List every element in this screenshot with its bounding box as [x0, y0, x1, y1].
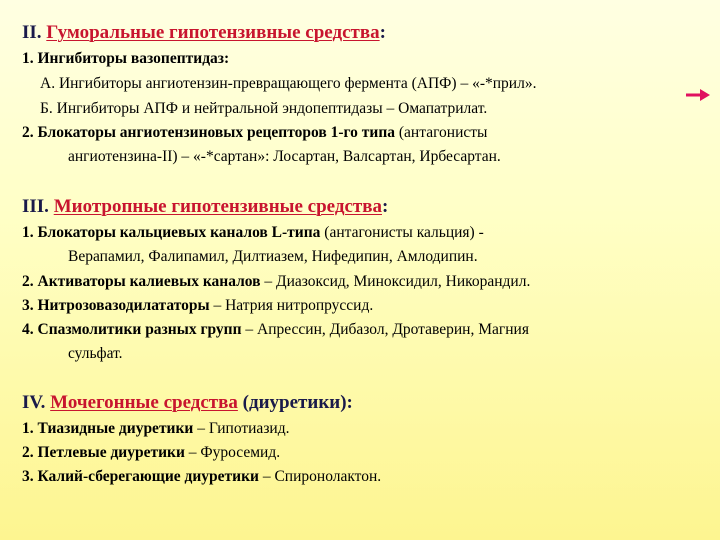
list-item: 3. Нитрозовазодилататоры – Натрия нитропруссид.	[22, 297, 374, 314]
list-item: 1. Блокаторы кальциевых каналов L-типа (антагонисты кальция) -	[22, 224, 484, 241]
list-item: 1. Ингибиторы вазопептидаз:	[22, 50, 230, 67]
list-item: Верапамил, Фалипамил, Дилтиазем, Нифедипин, Амлодипин.	[68, 248, 478, 265]
section-title-humoral	[22, 22, 386, 44]
section-number: IV.	[22, 392, 46, 413]
list-item: 2. Активаторы калиевых каналов – Диазоксид, Миноксидил, Никорандил.	[22, 273, 531, 290]
list-item: 1. Тиазидные диуретики – Гипотиазид.	[22, 420, 290, 437]
list-item: 3. Калий-сберегающие диуретики – Спиронолактон.	[22, 468, 382, 485]
arrow-right-icon	[686, 88, 710, 102]
section-title-suffix: :	[381, 196, 389, 217]
list-item: 2. Блокаторы ангиотензиновых рецепторов 1-го типа (антагонисты	[22, 124, 488, 141]
section-title-suffix: :	[379, 22, 386, 43]
section-title-diuretics	[22, 392, 353, 414]
list-item: А. Ингибиторы ангиотензин-превращающего фермента (АПФ) – «-*прил».	[40, 75, 537, 92]
section-title-myotropic	[22, 196, 388, 218]
section-number: II.	[22, 22, 42, 43]
section-title-text: Гуморальные гипотензивные средства	[46, 22, 380, 43]
list-item: Б. Ингибиторы АПФ и нейтральной эндопептидазы – Омапатрилат.	[40, 100, 488, 117]
section-title-text: Мочегонные средства	[50, 392, 238, 413]
section-title-text: Миотропные гипотензивные средства	[53, 196, 382, 217]
list-item: 4. Спазмолитики разных групп – Апрессин, Дибазол, Дротаверин, Магния	[22, 321, 529, 338]
list-item: ангиотензина-II) – «-*сартан»: Лосартан, Валсартан, Ирбесартан.	[68, 148, 501, 165]
list-item: сульфат.	[68, 345, 123, 362]
list-item: 2. Петлевые диуретики – Фуросемид.	[22, 444, 281, 461]
section-number: III.	[22, 196, 49, 217]
section-title-suffix: (диуретики):	[237, 392, 353, 413]
